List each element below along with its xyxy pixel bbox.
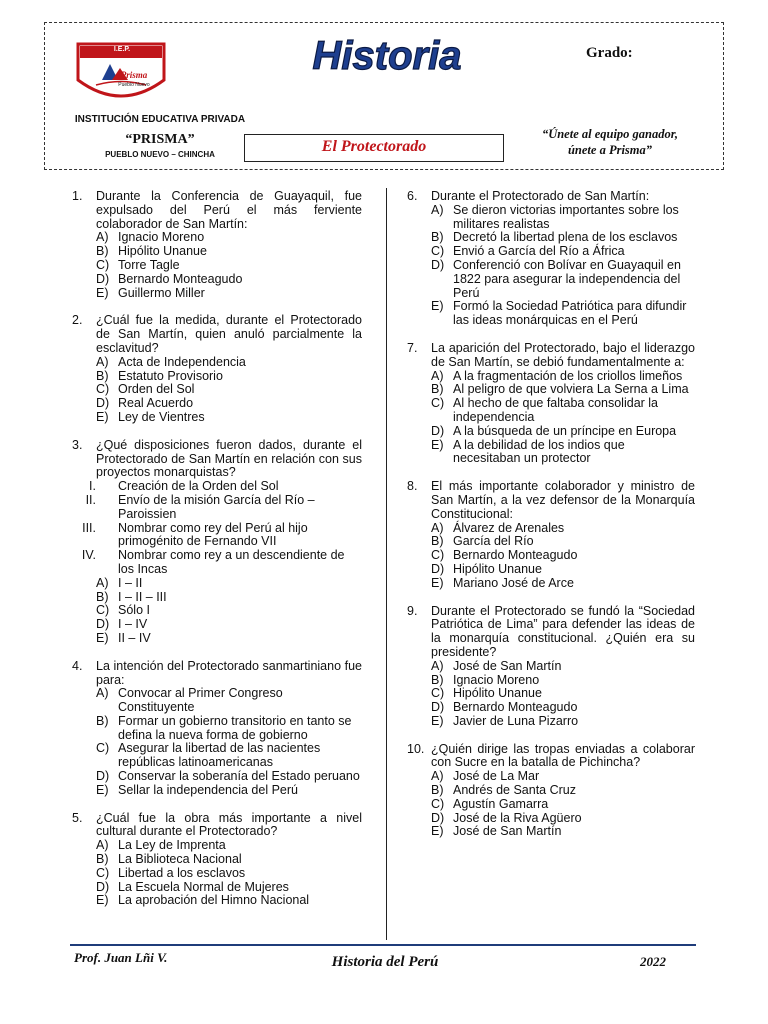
question-number: 10. [407, 741, 425, 756]
question-number: 3. [72, 437, 83, 452]
answer-option[interactable] [431, 425, 695, 439]
option-text: A la fragmentación de los criollos limeños [453, 368, 683, 383]
answer-option[interactable] [431, 770, 695, 784]
question-item [72, 812, 362, 909]
option-letter: A) [431, 202, 444, 217]
option-letter: D) [96, 769, 110, 784]
answer-option[interactable] [96, 259, 362, 273]
option-letter: B) [96, 713, 109, 728]
option-letter: C) [431, 244, 445, 259]
answer-option[interactable] [431, 535, 695, 549]
answer-option[interactable] [431, 439, 695, 467]
motto-line-2: únete a Prisma” [567, 143, 653, 157]
option-letter: A) [96, 686, 109, 701]
option-letter: A) [96, 230, 109, 245]
question-item [72, 660, 362, 798]
answer-option[interactable] [431, 563, 695, 577]
statement-number: I. [89, 479, 96, 494]
question-text: Durante la Conferencia de Guayaquil, fue expulsado del Perú el más ferviente colaborador de San Martín: [96, 189, 362, 231]
option-letter: E) [431, 299, 444, 314]
option-letter: E) [96, 893, 109, 908]
option-letter: B) [96, 244, 109, 259]
statement-text: Envío de la misión García del Río – Paroissien [118, 492, 315, 521]
option-text: Ley de Vientres [118, 409, 205, 424]
option-text: Sólo I [118, 603, 150, 618]
option-text: Andrés de Santa Cruz [453, 783, 576, 798]
option-letter: D) [431, 561, 445, 576]
answer-option[interactable] [96, 591, 362, 605]
option-text: La aprobación del Himno Nacional [118, 893, 310, 908]
option-letter: C) [431, 796, 445, 811]
answer-option[interactable] [431, 577, 695, 591]
option-letter: C) [431, 548, 445, 563]
statement-number: IV. [81, 548, 96, 563]
option-letter: B) [431, 783, 444, 798]
option-letter: D) [96, 271, 110, 286]
answer-option[interactable] [96, 273, 362, 287]
option-text: Formar un gobierno transitorio en tanto se defina la nueva forma de gobierno [118, 713, 352, 742]
option-letter: D) [431, 423, 445, 438]
answer-option[interactable] [96, 770, 362, 784]
answer-option[interactable] [431, 370, 695, 384]
option-text: II – IV [118, 630, 151, 645]
option-text: Hipólito Unanue [453, 561, 542, 576]
option-text: José de San Martín [453, 658, 562, 673]
option-text: La Biblioteca Nacional [118, 852, 242, 867]
option-text: Real Acuerdo [118, 396, 194, 411]
column-divider [386, 188, 387, 940]
question-number: 2. [72, 313, 83, 328]
option-letter: B) [431, 230, 444, 245]
topic-title: El Protectorado [321, 138, 427, 155]
option-letter: C) [96, 865, 110, 880]
option-text: La Ley de Imprenta [118, 838, 226, 853]
statement-item [72, 494, 362, 522]
option-text: La Escuela Normal de Mujeres [118, 879, 289, 894]
option-letter: D) [96, 617, 110, 632]
answer-option[interactable] [431, 383, 695, 397]
answer-option[interactable] [431, 245, 695, 259]
statement-item [72, 480, 362, 494]
option-text: Libertad a los esclavos [118, 865, 246, 880]
answer-option[interactable] [96, 839, 362, 853]
question-text: Durante el Protectorado se fundó la “Sociedad Patriótica de Lima” para defender las ideas de la monarquía constitucional. ¿Quién era su presidente? [431, 603, 695, 659]
question-number: 4. [72, 658, 83, 673]
question-text: ¿Qué disposiciones fueron dados, durante el Protectorado de San Martín en relación con sus proyectos monarquistas? [96, 437, 362, 480]
answer-option[interactable] [96, 383, 362, 397]
option-text: Bernardo Monteagudo [453, 700, 578, 715]
option-text: Javier de Luna Pizarro [453, 713, 579, 728]
option-text: A la búsqueda de un príncipe en Europa [453, 423, 677, 438]
answer-option[interactable] [431, 715, 695, 729]
institution-name: “PRISMA” [125, 132, 195, 147]
option-text: Estatuto Provisorio [118, 368, 223, 383]
answer-option[interactable] [96, 742, 362, 770]
answer-option[interactable] [96, 867, 362, 881]
answer-option[interactable] [431, 701, 695, 715]
topic-box [244, 134, 504, 162]
question-number: 8. [407, 479, 418, 494]
option-letter: B) [431, 672, 444, 687]
answer-option[interactable] [96, 411, 362, 425]
answer-option[interactable] [431, 825, 695, 839]
logo-name: Prisma [120, 70, 148, 80]
statement-item [72, 522, 362, 550]
answer-option[interactable] [96, 715, 362, 743]
footer-rule [70, 944, 696, 946]
answer-option[interactable] [431, 397, 695, 425]
answer-option[interactable] [96, 881, 362, 895]
option-letter: B) [96, 852, 109, 867]
answer-option[interactable] [431, 784, 695, 798]
option-text: I – II [118, 575, 143, 590]
option-letter: E) [96, 630, 109, 645]
option-letter: A) [96, 354, 109, 369]
option-letter: E) [431, 824, 444, 839]
option-text: Envió a García del Río a África [453, 244, 625, 259]
grade-label: Grado: [586, 45, 633, 61]
answer-option[interactable] [431, 549, 695, 563]
option-letter: E) [431, 437, 444, 452]
option-text: I – II – III [118, 589, 167, 604]
option-letter: D) [431, 810, 445, 825]
option-text: Se dieron victorias importantes sobre los militares realistas [453, 202, 679, 231]
option-letter: C) [96, 257, 110, 272]
option-letter: D) [96, 879, 110, 894]
option-letter: E) [431, 713, 444, 728]
question-text: El más importante colaborador y ministro de San Martín, a la vez defensor de la Monarquía Constitucional: [431, 479, 695, 521]
question-number: 1. [72, 189, 83, 203]
option-text: José de San Martín [453, 824, 562, 839]
option-text: Conservar la soberanía del Estado peruano [118, 769, 360, 784]
option-letter: A) [431, 520, 444, 535]
answer-option[interactable] [96, 853, 362, 867]
institution-type: INSTITUCIÓN EDUCATIVA PRIVADA [74, 114, 246, 125]
option-text: Formó la Sociedad Patriótica para difundir las ideas monárquicas en el Perú [453, 299, 687, 328]
answer-option[interactable] [96, 356, 362, 370]
answer-option[interactable] [96, 687, 362, 715]
question-number: 9. [407, 603, 418, 618]
option-text: José de la Riva Agüero [453, 810, 582, 825]
logo-subtitle: Pueblo Nuevo [118, 82, 150, 88]
option-text: Sellar la independencia del Perú [118, 782, 298, 797]
page-title [272, 32, 502, 78]
answer-option[interactable] [96, 245, 362, 259]
option-text: Mariano José de Arce [453, 575, 574, 590]
question-text: ¿Cuál fue la medida, durante el Protectorado de San Martín, quien anuló parcialmente la esclavitud? [96, 313, 362, 355]
institution-location: PUEBLO NUEVO – CHINCHA [105, 150, 215, 159]
question-item [72, 439, 362, 646]
option-text: Torre Tagle [118, 257, 180, 272]
left-column [72, 190, 362, 922]
option-letter: E) [96, 782, 109, 797]
answer-option[interactable] [431, 798, 695, 812]
option-letter: E) [96, 285, 109, 300]
teacher-name: Prof. Juan Lñi V. [74, 950, 168, 965]
option-text: Hipólito Unanue [453, 686, 542, 701]
right-column [407, 190, 695, 853]
option-text: Álvarez de Arenales [453, 520, 565, 535]
statement-text: Nombrar como rey del Perú al hijo primogénito de Fernando VII [118, 520, 308, 549]
answer-option[interactable] [96, 784, 362, 798]
option-text: A la debilidad de los indios que necesitaban un protector [453, 437, 625, 466]
option-text: Convocar al Primer Congreso Constituyente [118, 686, 283, 715]
option-letter: C) [96, 603, 110, 618]
option-letter: C) [431, 396, 445, 411]
option-letter: C) [431, 686, 445, 701]
answer-option[interactable] [96, 618, 362, 632]
option-letter: D) [96, 396, 110, 411]
question-text: La aparición del Protectorado, bajo el liderazgo de San Martín, se debió fundamentalmente a: [431, 340, 695, 369]
answer-option[interactable] [431, 204, 695, 232]
option-text: Ignacio Moreno [118, 230, 205, 245]
answer-option[interactable] [431, 522, 695, 536]
option-text: Conferenció con Bolívar en Guayaquil en 1822 para asegurar la independencia del Perú [453, 257, 681, 300]
statement-number: III. [82, 520, 96, 535]
answer-option[interactable] [431, 660, 695, 674]
question-item [407, 480, 695, 590]
option-letter: D) [431, 257, 445, 272]
question-text: Durante el Protectorado de San Martín: [431, 189, 650, 203]
option-text: Guillermo Miller [118, 285, 205, 300]
course-name: Historia del Perú [331, 954, 439, 970]
question-item [407, 743, 695, 840]
option-letter: E) [431, 575, 444, 590]
question-text: ¿Cuál fue la obra más importante a nivel cultural durante el Protectorado? [96, 810, 362, 839]
option-text: I – IV [118, 617, 148, 632]
question-text: ¿Quién dirige las tropas enviadas a colaborar con Sucre en la batalla de Pichincha? [431, 741, 695, 770]
option-letter: E) [96, 409, 109, 424]
option-letter: A) [431, 769, 444, 784]
answer-option[interactable] [431, 687, 695, 701]
question-number: 6. [407, 189, 418, 203]
answer-option[interactable] [96, 287, 362, 301]
option-text: Acta de Independencia [118, 354, 246, 369]
option-text: Asegurar la libertad de las nacientes repúblicas latinoamericanas [118, 741, 321, 770]
option-letter: A) [96, 575, 109, 590]
option-text: Al hecho de que faltaba consolidar la independencia [453, 396, 659, 424]
option-letter: C) [96, 741, 110, 756]
answer-option[interactable] [96, 577, 362, 591]
option-text: Bernardo Monteagudo [118, 271, 243, 286]
option-letter: A) [431, 658, 444, 673]
answer-option[interactable] [96, 370, 362, 384]
answer-option[interactable] [431, 259, 695, 300]
option-letter: B) [431, 382, 444, 397]
footer-year: 2022 [640, 954, 666, 969]
question-item [407, 342, 695, 466]
option-text: Hipólito Unanue [118, 244, 207, 259]
option-text: Orden del Sol [118, 382, 195, 397]
option-letter: D) [431, 700, 445, 715]
answer-option[interactable] [431, 300, 695, 328]
option-text: José de La Mar [453, 769, 540, 784]
option-letter: B) [431, 534, 444, 549]
answer-option[interactable] [96, 632, 362, 646]
answer-option[interactable] [96, 397, 362, 411]
option-text: Al peligro de que volviera La Serna a Lima [453, 382, 689, 397]
statement-text: Creación de la Orden del Sol [118, 479, 279, 494]
question-item [72, 314, 362, 424]
question-item [407, 605, 695, 729]
option-text: Decretó la libertad plena de los esclavos [453, 230, 678, 245]
option-text: Bernardo Monteagudo [453, 548, 578, 563]
answer-option[interactable] [431, 674, 695, 688]
option-letter: A) [96, 838, 109, 853]
question-item [72, 190, 362, 300]
option-letter: A) [431, 368, 444, 383]
question-number: 7. [407, 340, 418, 355]
option-text: Ignacio Moreno [453, 672, 540, 687]
statement-item [72, 549, 362, 577]
motto [518, 126, 702, 158]
logo-acronym: I.E.P. [113, 46, 131, 53]
answer-option[interactable] [96, 604, 362, 618]
option-text: García del Río [453, 534, 534, 549]
question-text: La intención del Protectorado sanmartiniano fue para: [96, 658, 362, 687]
motto-line-1: “Únete al equipo ganador, [541, 127, 679, 141]
statement-number: II. [85, 492, 96, 507]
question-number: 5. [72, 810, 83, 825]
answer-option[interactable] [96, 231, 362, 245]
statement-text: Nombrar como rey a un descendiente de los Incas [118, 548, 345, 576]
option-letter: C) [96, 382, 110, 397]
svg-text:Historia: Historia [312, 34, 462, 78]
question-item [407, 190, 695, 328]
answer-option[interactable] [431, 812, 695, 826]
option-letter: B) [96, 589, 109, 604]
option-letter: B) [96, 368, 109, 383]
option-text: Agustín Gamarra [453, 796, 549, 811]
answer-option[interactable] [96, 894, 362, 908]
